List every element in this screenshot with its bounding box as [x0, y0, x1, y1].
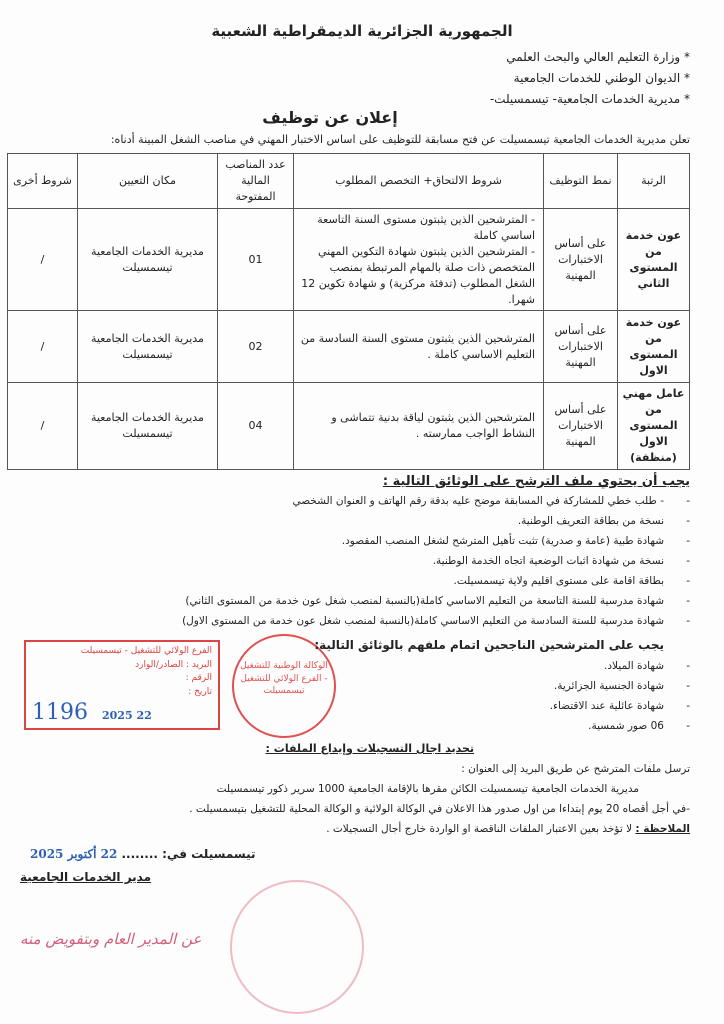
documents-heading: يجب أن يحتوي ملف الترشح على الوثائق التالية :	[382, 474, 690, 489]
place-label: تيسمسيلت في: ........	[121, 847, 256, 861]
republic-title: الجمهورية الجزائرية الديمقراطية الشعبية	[211, 22, 513, 40]
rank-cell: عون خدمة من المستوى الاول	[618, 311, 690, 383]
place-cell: مديرية الخدمات الجامعية تيسمسيلت	[78, 383, 218, 470]
conditions-cell: المترشحين الذين يثبتون لياقة بدنية تتماشى و النشاط الواجب ممارسته .	[294, 383, 544, 470]
item-text: نسخة من بطاقة التعريف الوطنية.	[517, 515, 664, 527]
handwritten-date: 22 أكتوبر 2025	[30, 847, 118, 861]
registration-number: 1196	[32, 700, 88, 725]
mode-cell: على أساس الاختبارات المهنية	[544, 383, 618, 470]
bullet-dash: -	[686, 595, 690, 607]
bullet-dash: -	[686, 680, 690, 692]
deadline-heading: تحديد اجال التسجيلات وإيداع الملفات :	[265, 742, 474, 755]
conditions-cell: المترشحين الذين يثبتون مستوى السنة السادسة من التعليم الاساسي كاملة .	[294, 311, 544, 383]
rect-stamp	[24, 640, 220, 730]
col-posts: عدد المناصب المالية المفتوحة	[218, 154, 294, 209]
place-cell: مديرية الخدمات الجامعية تيسمسيلت	[78, 208, 218, 311]
item-text: 06 صور شمسية.	[588, 720, 664, 732]
bullet-dash: -	[686, 495, 690, 507]
bullet-dash: -	[686, 700, 690, 712]
successful-document-item	[550, 700, 690, 712]
bullet-dash: -	[686, 660, 690, 672]
table-row	[8, 311, 690, 383]
item-text: شهادة مدرسية للسنة التاسعة من التعليم الاساسي كاملة(بالنسبة لمنصب شغل عون خدمة من المستوى الثاني)	[185, 595, 664, 607]
successful-heading: يجب على المترشحين الناجحين اتمام ملفهم بالوثائق التالية:	[314, 638, 664, 652]
mode-cell: على أساس الاختبارات المهنية	[544, 208, 618, 311]
round-stamp-text: الوكالة الوطنية للتشغيل - الفرع الولائي للتشغيل تيسمسيلت	[240, 661, 328, 697]
signatory-title: مدير الخدمات الجامعية	[20, 870, 152, 884]
item-text: نسخة من شهادة اثبات الوضعية اتجاه الخدمة الوطنية.	[432, 555, 664, 567]
col-place: مكان التعيين	[78, 154, 218, 209]
note-line	[326, 823, 690, 835]
col-conditions: شروط الالتحاق+ التخصص المطلوب	[294, 154, 544, 209]
bullet-dash: -	[686, 575, 690, 587]
rect-stamp-line: تاريخ :	[188, 686, 212, 697]
note-label: الملاحظة :	[635, 823, 690, 835]
posts-cell: 02	[218, 311, 294, 383]
document-item	[454, 575, 690, 587]
note-text: لا تؤخذ بعين الاعتبار الملفات الناقصة او الواردة خارج أجال التسجيلات .	[326, 823, 633, 835]
mode-cell: على أساس الاختبارات المهنية	[544, 311, 618, 383]
deadline-period: -في أجل أقصاه 20 يوم إبتداءا من اول صدور هذا الاعلان في الوكالة الولائية و الوكالة المحلية للتشغيل بتيسمسيلت .	[189, 803, 690, 815]
posts-cell: 01	[218, 208, 294, 311]
other-cell: /	[8, 208, 78, 311]
document-item	[518, 515, 690, 527]
positions-table	[7, 153, 690, 470]
item-text: - طلب خطي للمشاركة في المسابقة موضح عليه بدقة رقم الهاتف و العنوان الشخصي	[292, 495, 664, 507]
other-cell: /	[8, 383, 78, 470]
col-mode: نمط التوظيف	[544, 154, 618, 209]
item-text: شهادة مدرسية للسنة السادسة من التعليم الاساسي كاملة(بالنسبة لمنصب شغل عون خدمة من المستوى الاول)	[182, 615, 664, 627]
handwritten-signature: عن المدير العام وبتفويض منه	[20, 930, 202, 948]
condition-item: - المترشحين الذين يثبتون شهادة التكوين المهني المتخصص ذات صلة بالمهام المرتبطة بمنصب الشغل المطلوب (تدفئة مركزية) و شهادة تكوين 12 شهرا.	[301, 244, 535, 306]
document-item	[342, 535, 690, 547]
item-text: شهادة الجنسية الجزائرية.	[553, 680, 664, 692]
bullet-dash: -	[686, 535, 690, 547]
rect-stamp-handwriting	[32, 701, 212, 725]
condition-item: - المترشحين الذين يثبتون مستوى السنة التاسعة اساسي كاملة	[317, 212, 535, 242]
bullet-dash: -	[686, 615, 690, 627]
successful-document-item	[604, 660, 690, 672]
successful-document-item	[554, 680, 690, 692]
bullet-dash: -	[686, 555, 690, 567]
rect-stamp-line: الرقم :	[185, 673, 212, 683]
rank-cell: عامل مهني من المستوى الاول (منظفة)	[618, 383, 690, 470]
col-rank: الرتبة	[618, 154, 690, 209]
conditions-cell	[294, 208, 544, 311]
col-other: شروط أخرى	[8, 154, 78, 209]
document-item	[292, 495, 690, 507]
document-item	[433, 555, 690, 567]
document-item	[185, 595, 690, 607]
table-row	[8, 208, 690, 311]
bullet-dash: -	[686, 720, 690, 732]
deadline-address: مديرية الخدمات الجامعية تيسمسيلت الكائن مقرها بالإقامة الجامعية 1000 سرير ذكور تيسمسيلت	[216, 783, 639, 795]
announcement-heading: إعلان عن توظيف	[262, 108, 398, 127]
rank-cell: عون خدمة من المستوى الثاني	[618, 208, 690, 311]
date-line	[30, 847, 255, 861]
directorate-line: * مديرية الخدمات الجامعية- تيسمسيلت-	[489, 92, 690, 106]
bullet-dash: -	[686, 515, 690, 527]
deadline-line: ترسل ملفات المترشح عن طريق البريد إلى العنوان :	[461, 763, 690, 775]
item-text: شهادة طبية (عامة و صدرية) تثبت تأهيل المترشح لشغل المنصب المقصود.	[341, 535, 664, 547]
ministry-line: * وزارة التعليم العالي والبحث العلمي	[506, 50, 690, 64]
director-stamp	[230, 880, 364, 1014]
office-line: * الديوان الوطني للخدمات الجامعية	[513, 71, 690, 85]
rect-stamp-line: البريد : الصادر/الوارد	[135, 659, 212, 670]
item-text: بطاقة اقامة على مستوى اقليم ولاية تيسمسيلت.	[453, 575, 664, 587]
rect-stamp-line: الفرع الولائي للتشغيل - تيسمسيلت	[80, 646, 212, 656]
intro-text: تعلن مديرية الخدمات الجامعية تيسمسيلت عن فتح مسابقة للتوظيف على اساس الاختبار المهني في مناصب الشغل المبينة أدناه:	[110, 133, 690, 146]
posts-cell: 04	[218, 383, 294, 470]
table-header-row	[8, 154, 690, 209]
place-cell: مديرية الخدمات الجامعية تيسمسيلت	[78, 311, 218, 383]
document-item	[182, 615, 690, 627]
item-text: شهادة الميلاد.	[604, 660, 664, 672]
registration-date: 2025 22	[102, 709, 152, 722]
successful-document-item	[588, 720, 690, 732]
table-row	[8, 383, 690, 470]
other-cell: /	[8, 311, 78, 383]
item-text: شهادة عائلية عند الاقتضاء.	[549, 700, 664, 712]
